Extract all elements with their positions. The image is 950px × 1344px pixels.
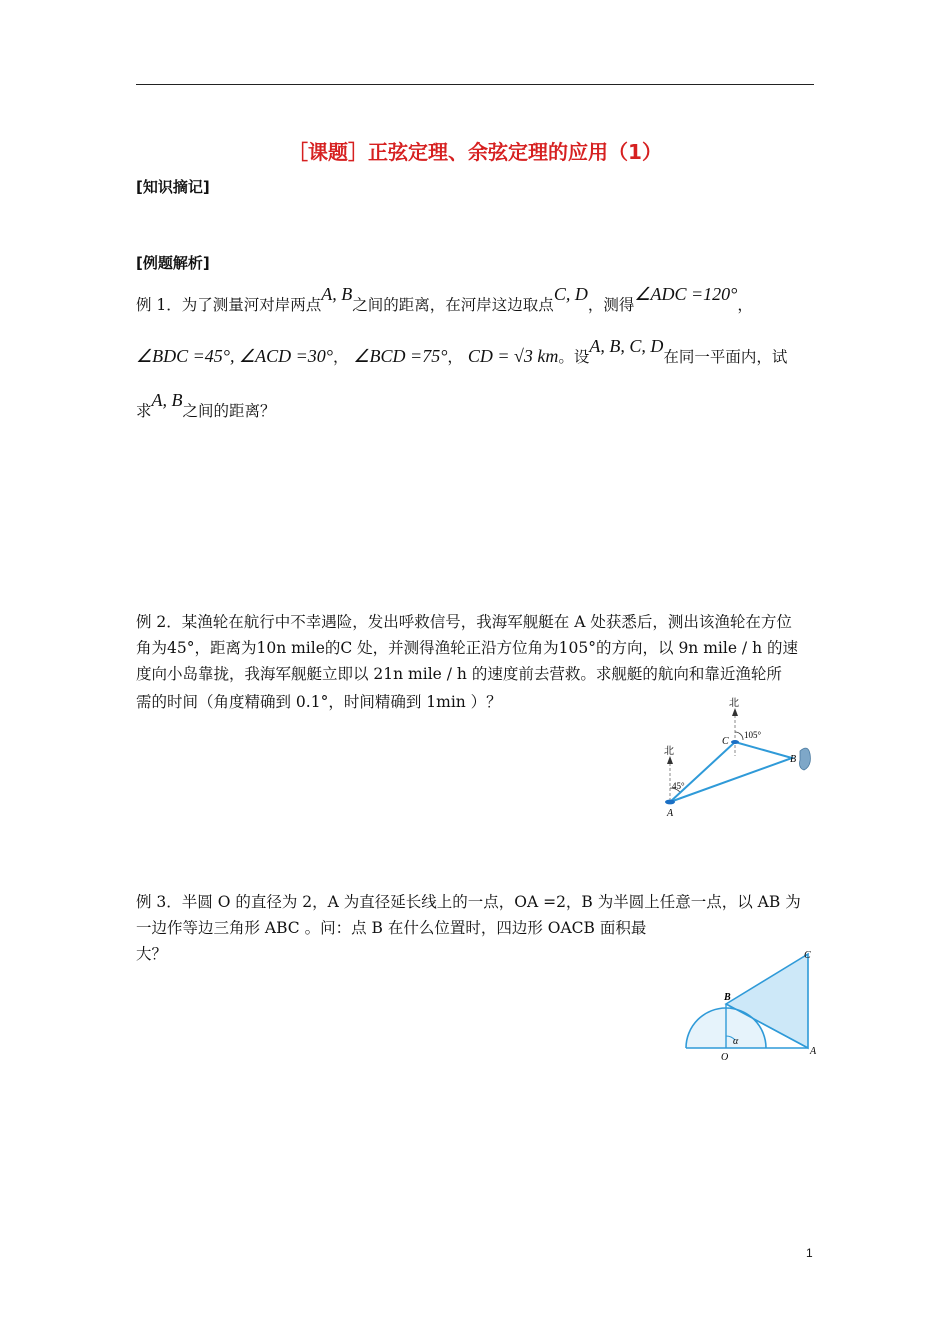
ship-c: [731, 740, 739, 744]
ex2-line-2: 角为45°，距离为10n mile的C 处，并测得渔轮正沿方位角为105°的方向，以 9n mile / h 的速: [136, 639, 798, 657]
ex1-points-ab: A, B: [321, 284, 353, 304]
ex1-text: 例 1．为了测量河对岸两点: [136, 296, 322, 314]
section-examples: [例题解析]: [136, 254, 210, 272]
page-number: 1: [806, 1246, 813, 1260]
ex1-text: 之间的距离？: [182, 402, 276, 420]
ex1-line-2: [136, 336, 816, 369]
north-arrow-c: [732, 708, 738, 716]
ex1-points-abcd: A, B, C, D: [589, 336, 664, 356]
ex2-diagram: [640, 696, 820, 822]
label-c: C: [804, 950, 811, 961]
ex3-line-2: 一边作等边三角形 ABC 。问：点 B 在什么位置时，四边形 OACB 面积最: [136, 919, 647, 937]
ex1-points-ab: A, B: [151, 390, 183, 410]
ex1-points-cd: C, D: [553, 284, 588, 304]
north-arrow-a: [667, 756, 673, 764]
ship-a: [665, 800, 675, 805]
ex1-line-3: [136, 390, 816, 423]
ex1-text: 求: [136, 402, 152, 420]
ex1-text: ，: [447, 348, 463, 366]
ex1-text: 之间的距离，在河岸这边取点: [352, 296, 554, 314]
ex1-angle-bcd: ∠BCD =75°: [353, 346, 448, 366]
north-label-a: 北: [664, 746, 674, 757]
ex2-line-4: 需的时间（角度精确到 0.1°，时间精确到 1min ）？: [136, 693, 502, 711]
label-o: O: [721, 1052, 729, 1063]
ex2-line-1: 例 2．某渔轮在航行中不幸遇险，发出呼救信号，我海军舰艇在 A 处获悉后，测出该渔轮在方位: [136, 613, 792, 631]
header-rule: [136, 84, 814, 85]
angle-45-label: 45°: [672, 781, 685, 791]
ex3-line-1: 例 3．半圆 O 的直径为 2，A 为直径延长线上的一点，OA =2，B 为半圆上任意一点，以 AB 为: [136, 893, 801, 911]
ex1-angle-bdc: ∠BDC =45°: [136, 346, 230, 366]
island-shape: [800, 748, 811, 770]
north-label-c: 北: [729, 698, 739, 709]
ex1-text: 在同一平面内，试: [663, 348, 788, 366]
triangle-abc: [670, 742, 792, 802]
section-knowledge: [知识摘记]: [136, 178, 210, 196]
label-c: C: [722, 736, 729, 747]
ex1-text: 。设: [558, 348, 590, 366]
ex1-line-1: [136, 284, 816, 317]
angle-105-arc: [735, 732, 743, 740]
ex1-cd-value: CD = √3 km: [467, 346, 559, 366]
ex3-diagram: [680, 946, 825, 1064]
ex2-line-3: 度向小岛靠拢，我海军舰艇立即以 21n mile / h 的速度前去营救。求舰艇的航向和靠近渔轮所: [136, 665, 782, 683]
page-title: ［课题］正弦定理、余弦定理的应用（1）: [288, 140, 662, 164]
label-a: A: [667, 808, 674, 819]
angle-105-label: 105°: [744, 730, 762, 740]
label-b: B: [724, 992, 731, 1003]
ex1-angle-acd: , ∠ACD =30°: [229, 346, 333, 366]
ex1-text: ，: [737, 296, 753, 314]
label-a: A: [810, 1046, 817, 1057]
ex1-text: ，测得: [587, 296, 635, 314]
ex3-line-3: 大？: [136, 945, 168, 963]
label-alpha: α: [733, 1036, 739, 1047]
ex1-text: ，: [332, 348, 349, 366]
label-b: B: [790, 754, 797, 765]
ex1-angle-adc: ∠ADC =120°: [634, 284, 738, 304]
